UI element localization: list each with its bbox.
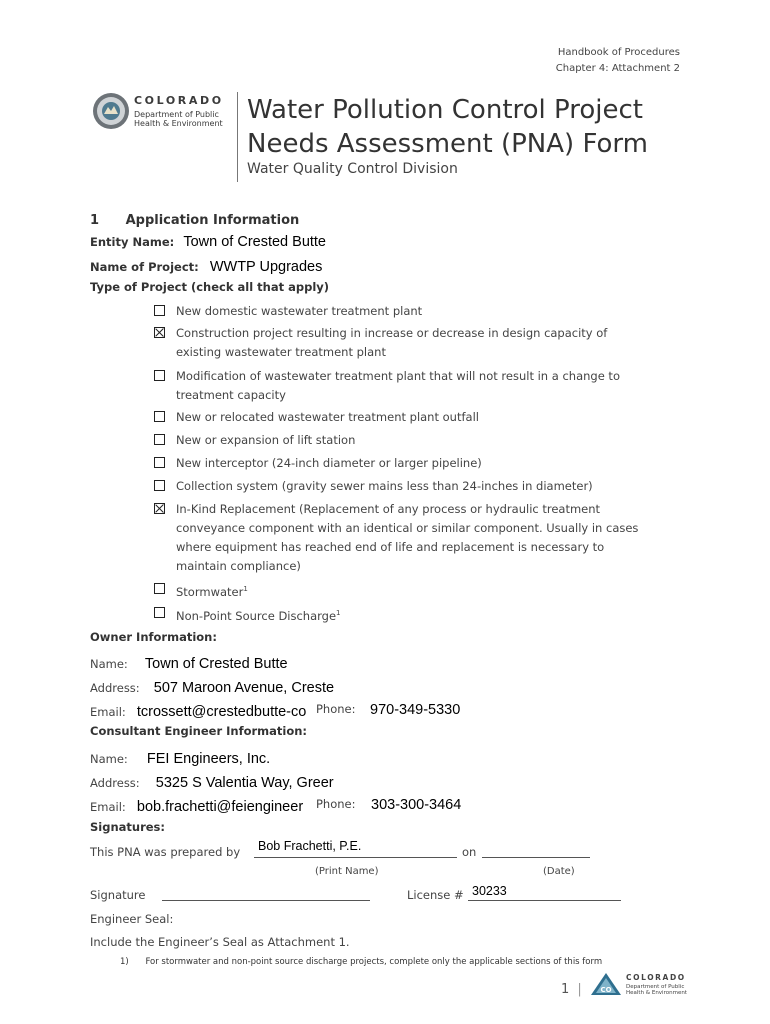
footnote-ref: 1	[336, 609, 341, 617]
footer-logo-state: COLORADO	[626, 973, 686, 982]
logo-dept-line2: Health & Environment	[134, 119, 223, 128]
owner-phone-label: Phone:	[316, 702, 356, 716]
engineer-info-heading: Consultant Engineer Information:	[90, 724, 308, 738]
section-number: 1	[90, 213, 100, 228]
checkbox[interactable]	[154, 305, 165, 316]
prepared-by-label: This PNA was prepared by	[90, 845, 241, 859]
colorado-seal-icon	[92, 92, 130, 130]
engineer-address-row	[90, 772, 334, 791]
project-type-lift-station[interactable]	[154, 431, 686, 450]
print-name-caption: (Print Name)	[315, 866, 379, 877]
checkbox-label: Collection system (gravity sewer mains less than 24-inches in diameter)	[176, 479, 593, 493]
project-name-row	[90, 256, 322, 275]
seal-instruction: Include the Engineer’s Seal as Attachment 1.	[90, 935, 350, 949]
project-type-modification[interactable]	[154, 367, 686, 405]
checkbox-label: New domestic wastewater treatment plant	[176, 304, 423, 318]
owner-info-heading: Owner Information:	[90, 630, 217, 644]
project-name-field[interactable]: WWTP Upgrades	[209, 259, 323, 275]
form-title-line1: Water Pollution Control Project	[247, 95, 643, 125]
owner-address-label: Address:	[90, 681, 140, 695]
license-label: License #	[407, 888, 464, 902]
project-type-outfall[interactable]	[154, 408, 686, 427]
checkbox-label: New or relocated wastewater treatment plant outfall	[176, 410, 479, 424]
checkbox-checked[interactable]	[154, 503, 165, 514]
owner-email-label: Email:	[90, 705, 126, 719]
division-subtitle: Water Quality Control Division	[247, 161, 458, 177]
owner-name-label: Name:	[90, 657, 128, 671]
footnote-ref: 1	[243, 585, 248, 593]
checkbox-label: Non-Point Source Discharge	[176, 608, 337, 623]
logo-state: COLORADO	[134, 94, 224, 107]
checkbox-label: New or expansion of lift station	[176, 433, 356, 447]
footnote-text: For stormwater and non-point source discharge projects, complete only the applicable sections of this form	[145, 957, 603, 967]
footnote	[120, 957, 602, 967]
prepared-by-underline	[254, 857, 457, 858]
signatures-heading: Signatures:	[90, 820, 166, 834]
engineer-name-label: Name:	[90, 752, 128, 766]
checkbox[interactable]	[154, 434, 165, 445]
owner-address-row	[90, 677, 334, 696]
handbook-reference	[556, 45, 680, 77]
signature-label: Signature	[90, 888, 146, 902]
owner-email-field[interactable]: tcrossett@crestedbutte-co	[136, 704, 307, 720]
engineer-name-field[interactable]: FEI Engineers, Inc.	[146, 751, 271, 767]
checkbox-label-cont: conveyance component with an identical or similar component. Usually in cases	[176, 521, 639, 535]
project-type-non-point-source[interactable]	[154, 604, 686, 626]
owner-contact-row	[90, 701, 540, 720]
checkbox-label-cont: treatment capacity	[176, 388, 286, 402]
checkbox-label: Modification of wastewater treatment plant that will not result in a change to	[176, 369, 620, 383]
project-type-interceptor[interactable]	[154, 454, 686, 473]
engineer-address-label: Address:	[90, 776, 140, 790]
owner-name-row	[90, 653, 288, 672]
footer-logo-dept-line2: Health & Environment	[626, 990, 687, 996]
checkbox-label: New interceptor (24-inch diameter or larger pipeline)	[176, 456, 482, 470]
project-type-collection-system[interactable]	[154, 477, 686, 496]
owner-name-field[interactable]: Town of Crested Butte	[144, 656, 288, 672]
section-heading	[90, 213, 299, 228]
footer-logo-badge: CO	[600, 986, 612, 994]
checkbox[interactable]	[154, 457, 165, 468]
on-label: on	[462, 845, 477, 859]
project-type-label: Type of Project (check all that apply)	[90, 280, 330, 294]
checkbox-checked[interactable]	[154, 327, 165, 338]
checkbox-label: In-Kind Replacement (Replacement of any process or hydraulic treatment	[176, 502, 601, 516]
footer-logo	[590, 972, 690, 998]
entity-name-field[interactable]: Town of Crested Butte	[183, 234, 327, 250]
project-type-capacity-change[interactable]	[154, 324, 686, 362]
checkbox[interactable]	[154, 480, 165, 491]
colorado-triangle-icon	[590, 972, 622, 996]
cdphe-logo	[92, 92, 232, 136]
checkbox-label: Construction project resulting in increase or decrease in design capacity of	[176, 326, 608, 340]
engineer-phone-field[interactable]: 303-300-3464	[371, 797, 462, 813]
section-title: Application Information	[125, 213, 300, 228]
title-divider	[237, 92, 238, 182]
engineer-address-field[interactable]: 5325 S Valentia Way, Greer	[155, 775, 334, 791]
footer-logo-dept-line1: Department of Public	[626, 984, 685, 990]
engineer-phone-label: Phone:	[316, 797, 356, 811]
checkbox-label-cont: where equipment has reached end of life and replacement is necessary to	[176, 540, 605, 554]
chapter-reference: Chapter 4: Attachment 2	[555, 63, 680, 74]
entity-name-label: Entity Name:	[90, 235, 175, 249]
checkbox[interactable]	[154, 370, 165, 381]
engineer-email-label: Email:	[90, 800, 126, 814]
footnote-marker: 1)	[120, 957, 129, 967]
page-number: 1 |	[561, 982, 582, 997]
engineer-email-field[interactable]: bob.frachetti@feiengineer	[136, 799, 304, 815]
checkbox-label: Stormwater	[176, 584, 244, 599]
checkbox[interactable]	[154, 411, 165, 422]
project-type-stormwater[interactable]	[154, 580, 686, 602]
project-type-new-plant[interactable]	[154, 302, 686, 321]
date-caption: (Date)	[543, 866, 575, 877]
license-underline	[468, 900, 621, 901]
handbook-title: Handbook of Procedures	[557, 47, 680, 58]
entity-name-row	[90, 231, 326, 250]
page-number-value: 1	[561, 982, 570, 997]
signature-field[interactable]	[162, 900, 370, 901]
checkbox[interactable]	[154, 583, 165, 594]
form-title-line2: Needs Assessment (PNA) Form	[247, 129, 648, 159]
date-field[interactable]	[482, 857, 590, 858]
prepared-by-field[interactable]: Bob Frachetti, P.E.	[258, 839, 362, 853]
project-type-in-kind-replacement[interactable]	[154, 500, 686, 576]
checkbox-label-cont: maintain compliance)	[176, 559, 301, 573]
owner-phone-field[interactable]: 970-349-5330	[370, 702, 461, 718]
form-title	[247, 93, 648, 161]
logo-dept-line1: Department of Public	[134, 110, 219, 119]
owner-address-field[interactable]: 507 Maroon Avenue, Creste	[153, 680, 335, 696]
checkbox-label-cont: existing wastewater treatment plant	[176, 345, 386, 359]
engineer-seal-label: Engineer Seal:	[90, 912, 174, 926]
engineer-name-row	[90, 748, 270, 767]
checkbox[interactable]	[154, 607, 165, 618]
project-name-label: Name of Project:	[90, 260, 199, 274]
engineer-contact-row	[90, 796, 540, 815]
license-field[interactable]: 30233	[472, 884, 507, 898]
